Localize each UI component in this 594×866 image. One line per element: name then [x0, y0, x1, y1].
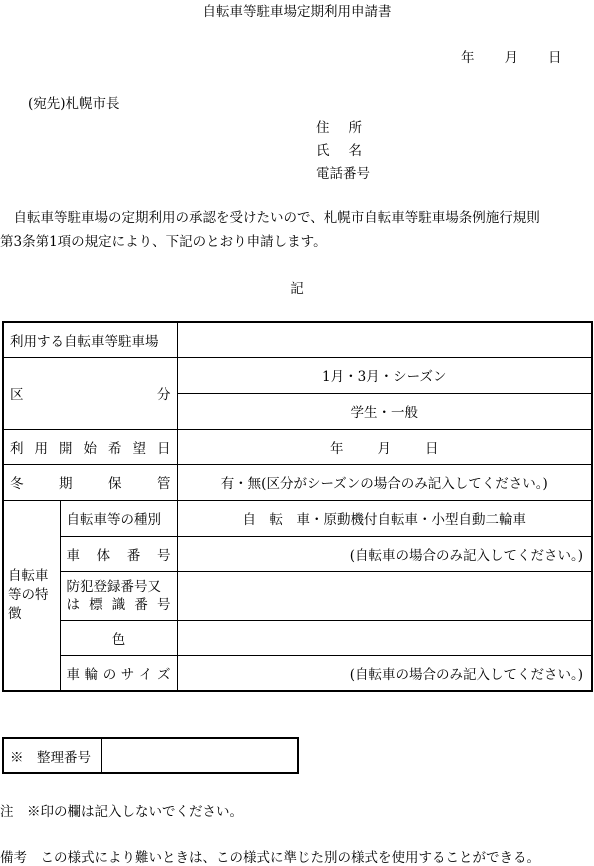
- winter-storage-field[interactable]: 有・無(区分がシーズンの場合のみ記入してください。): [177, 464, 592, 500]
- ki-heading: 記: [290, 281, 304, 297]
- body-number-label: 車 体 番 号: [60, 536, 177, 571]
- note-text: 注 ※印の欄は記入しないでください。: [0, 804, 243, 820]
- date-day: 日: [548, 50, 562, 66]
- wheel-size-field[interactable]: (自転車の場合のみ記入してください。): [177, 655, 592, 691]
- application-table: [2, 321, 593, 692]
- request-statement: [0, 206, 594, 254]
- form-title: 自転車等駐車場定期利用申請書: [202, 4, 392, 20]
- addressee: (宛先)札幌市長: [28, 96, 120, 112]
- vehicle-type-field[interactable]: 自 転 車・原動機付自転車・小型自動二輪車: [177, 500, 592, 536]
- facility-label: 利用する自転車等駐車場: [3, 322, 177, 357]
- request-line-2: 第3条第1項の規定により、下記のとおり申請します。: [0, 234, 327, 250]
- date-line: [461, 46, 562, 66]
- start-date-label: 利 用 開 始 希 望 日: [3, 429, 177, 464]
- color-label: 色: [60, 620, 177, 655]
- security-number-label: 防犯登録番号又 は 標 識 番 号: [60, 571, 177, 620]
- body-number-field[interactable]: (自転車の場合のみ記入してください。): [177, 536, 592, 571]
- applicant-phone-label: 電話番号: [316, 166, 370, 182]
- vehicle-type-label: 自転車等の種別: [60, 500, 177, 536]
- security-number-field[interactable]: [177, 571, 592, 620]
- office-number-label: ※ 整理番号: [3, 738, 101, 773]
- request-line-1: 自転車等駐車場の定期利用の承認を受けたいので、札幌市自転車等駐車場条例施行規則: [0, 210, 540, 226]
- category-option-period[interactable]: 1月・3月・シーズン: [177, 357, 592, 393]
- remark-text: 備考 この様式により難いときは、この様式に準じた別の様式を使用することができる。: [0, 850, 540, 866]
- applicant-name-label: 氏 名: [316, 143, 362, 159]
- category-option-type[interactable]: 学生・一般: [177, 393, 592, 429]
- office-number-field[interactable]: [101, 738, 298, 773]
- color-field[interactable]: [177, 620, 592, 655]
- category-label: 区 分: [3, 357, 177, 429]
- facility-field[interactable]: [177, 322, 592, 357]
- wheel-size-label: 車 輪 の サ イ ズ: [60, 655, 177, 691]
- start-date-field[interactable]: 年 月 日: [177, 429, 592, 464]
- date-year: 年: [461, 50, 475, 66]
- office-use-box: [2, 737, 299, 774]
- applicant-address-label: 住 所: [316, 120, 362, 136]
- features-label: 自転車等の特徴: [3, 500, 60, 691]
- winter-storage-label: 冬 期 保 管: [3, 464, 177, 500]
- date-month: 月: [504, 50, 518, 66]
